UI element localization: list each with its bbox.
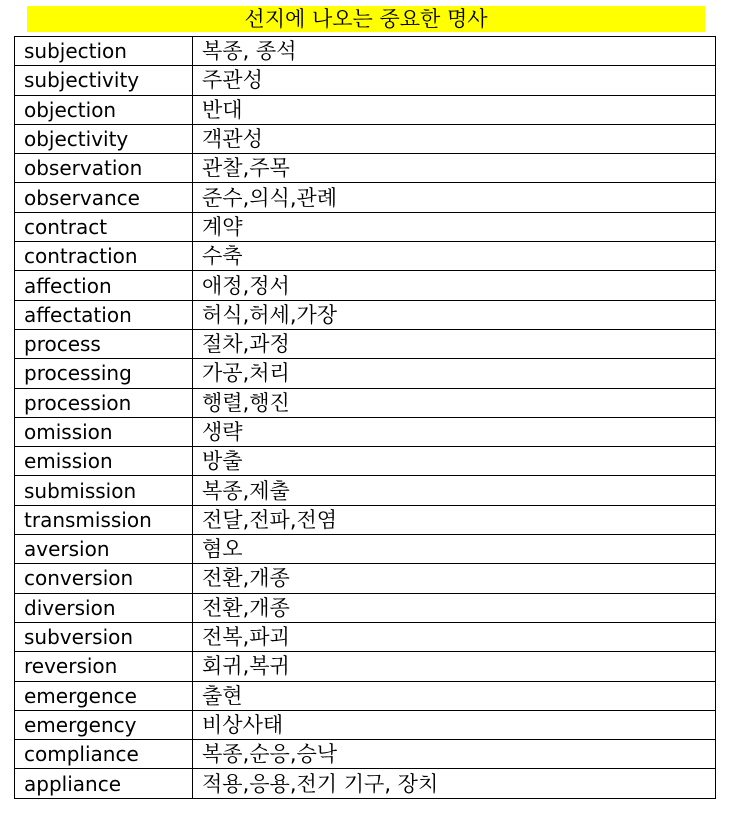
- table-row: [15, 329, 716, 358]
- english-term-cell: procession: [15, 388, 193, 417]
- table-row: [15, 359, 716, 388]
- english-term-cell: emergency: [15, 710, 193, 739]
- korean-meaning-cell: 전환,개종: [193, 593, 716, 622]
- table-row: [15, 417, 716, 446]
- page-title-text: 선지에 나오는 중요한 명사: [244, 7, 488, 31]
- korean-meaning-cell: 수축: [193, 242, 716, 271]
- table-row: [15, 505, 716, 534]
- english-term-cell: transmission: [15, 505, 193, 534]
- english-term-cell: emission: [15, 447, 193, 476]
- table-row: [15, 681, 716, 710]
- korean-meaning-cell: 준수,의식,관례: [193, 183, 716, 212]
- korean-meaning-cell: 적용,응용,전기 기구, 장치: [193, 769, 716, 798]
- korean-meaning-cell: 주관성: [193, 66, 716, 95]
- table-row: [15, 476, 716, 505]
- table-row: [15, 652, 716, 681]
- english-term-cell: subjection: [15, 37, 193, 66]
- korean-meaning-cell: 복종,순응,승낙: [193, 740, 716, 769]
- english-term-cell: subversion: [15, 622, 193, 651]
- korean-meaning-cell: 복종,제출: [193, 476, 716, 505]
- korean-meaning-cell: 허식,허세,가장: [193, 300, 716, 329]
- korean-meaning-cell: 가공,처리: [193, 359, 716, 388]
- table-row: [15, 535, 716, 564]
- korean-meaning-cell: 복종, 종석: [193, 37, 716, 66]
- korean-meaning-cell: 객관성: [193, 124, 716, 153]
- table-row: [15, 388, 716, 417]
- table-row: [15, 271, 716, 300]
- table-row: [15, 154, 716, 183]
- table-row: [15, 300, 716, 329]
- english-term-cell: observance: [15, 183, 193, 212]
- korean-meaning-cell: 관찰,주목: [193, 154, 716, 183]
- korean-meaning-cell: 출현: [193, 681, 716, 710]
- table-row: [15, 564, 716, 593]
- english-term-cell: submission: [15, 476, 193, 505]
- table-row: [15, 95, 716, 124]
- vocabulary-table: [14, 36, 716, 799]
- korean-meaning-cell: 혐오: [193, 535, 716, 564]
- table-row: [15, 212, 716, 241]
- english-term-cell: contraction: [15, 242, 193, 271]
- korean-meaning-cell: 반대: [193, 95, 716, 124]
- english-term-cell: diversion: [15, 593, 193, 622]
- korean-meaning-cell: 회귀,복귀: [193, 652, 716, 681]
- english-term-cell: emergence: [15, 681, 193, 710]
- korean-meaning-cell: 방출: [193, 447, 716, 476]
- korean-meaning-cell: 전복,파괴: [193, 622, 716, 651]
- english-term-cell: contract: [15, 212, 193, 241]
- korean-meaning-cell: 비상사태: [193, 710, 716, 739]
- korean-meaning-cell: 전환,개종: [193, 564, 716, 593]
- vocabulary-table-body: [15, 37, 716, 799]
- english-term-cell: omission: [15, 417, 193, 446]
- table-row: [15, 593, 716, 622]
- table-row: [15, 447, 716, 476]
- table-row: [15, 183, 716, 212]
- english-term-cell: reversion: [15, 652, 193, 681]
- english-term-cell: affection: [15, 271, 193, 300]
- english-term-cell: processing: [15, 359, 193, 388]
- korean-meaning-cell: 행렬,행진: [193, 388, 716, 417]
- table-row: [15, 622, 716, 651]
- page-title: [27, 6, 705, 32]
- korean-meaning-cell: 생략: [193, 417, 716, 446]
- english-term-cell: affectation: [15, 300, 193, 329]
- table-row: [15, 37, 716, 66]
- table-row: [15, 769, 716, 798]
- english-term-cell: subjectivity: [15, 66, 193, 95]
- table-row: [15, 710, 716, 739]
- english-term-cell: observation: [15, 154, 193, 183]
- english-term-cell: compliance: [15, 740, 193, 769]
- english-term-cell: objectivity: [15, 124, 193, 153]
- korean-meaning-cell: 계약: [193, 212, 716, 241]
- table-row: [15, 66, 716, 95]
- table-row: [15, 740, 716, 769]
- table-row: [15, 242, 716, 271]
- korean-meaning-cell: 절차,과정: [193, 329, 716, 358]
- english-term-cell: aversion: [15, 535, 193, 564]
- korean-meaning-cell: 애정,정서: [193, 271, 716, 300]
- english-term-cell: appliance: [15, 769, 193, 798]
- english-term-cell: conversion: [15, 564, 193, 593]
- english-term-cell: objection: [15, 95, 193, 124]
- english-term-cell: process: [15, 329, 193, 358]
- table-row: [15, 124, 716, 153]
- korean-meaning-cell: 전달,전파,전염: [193, 505, 716, 534]
